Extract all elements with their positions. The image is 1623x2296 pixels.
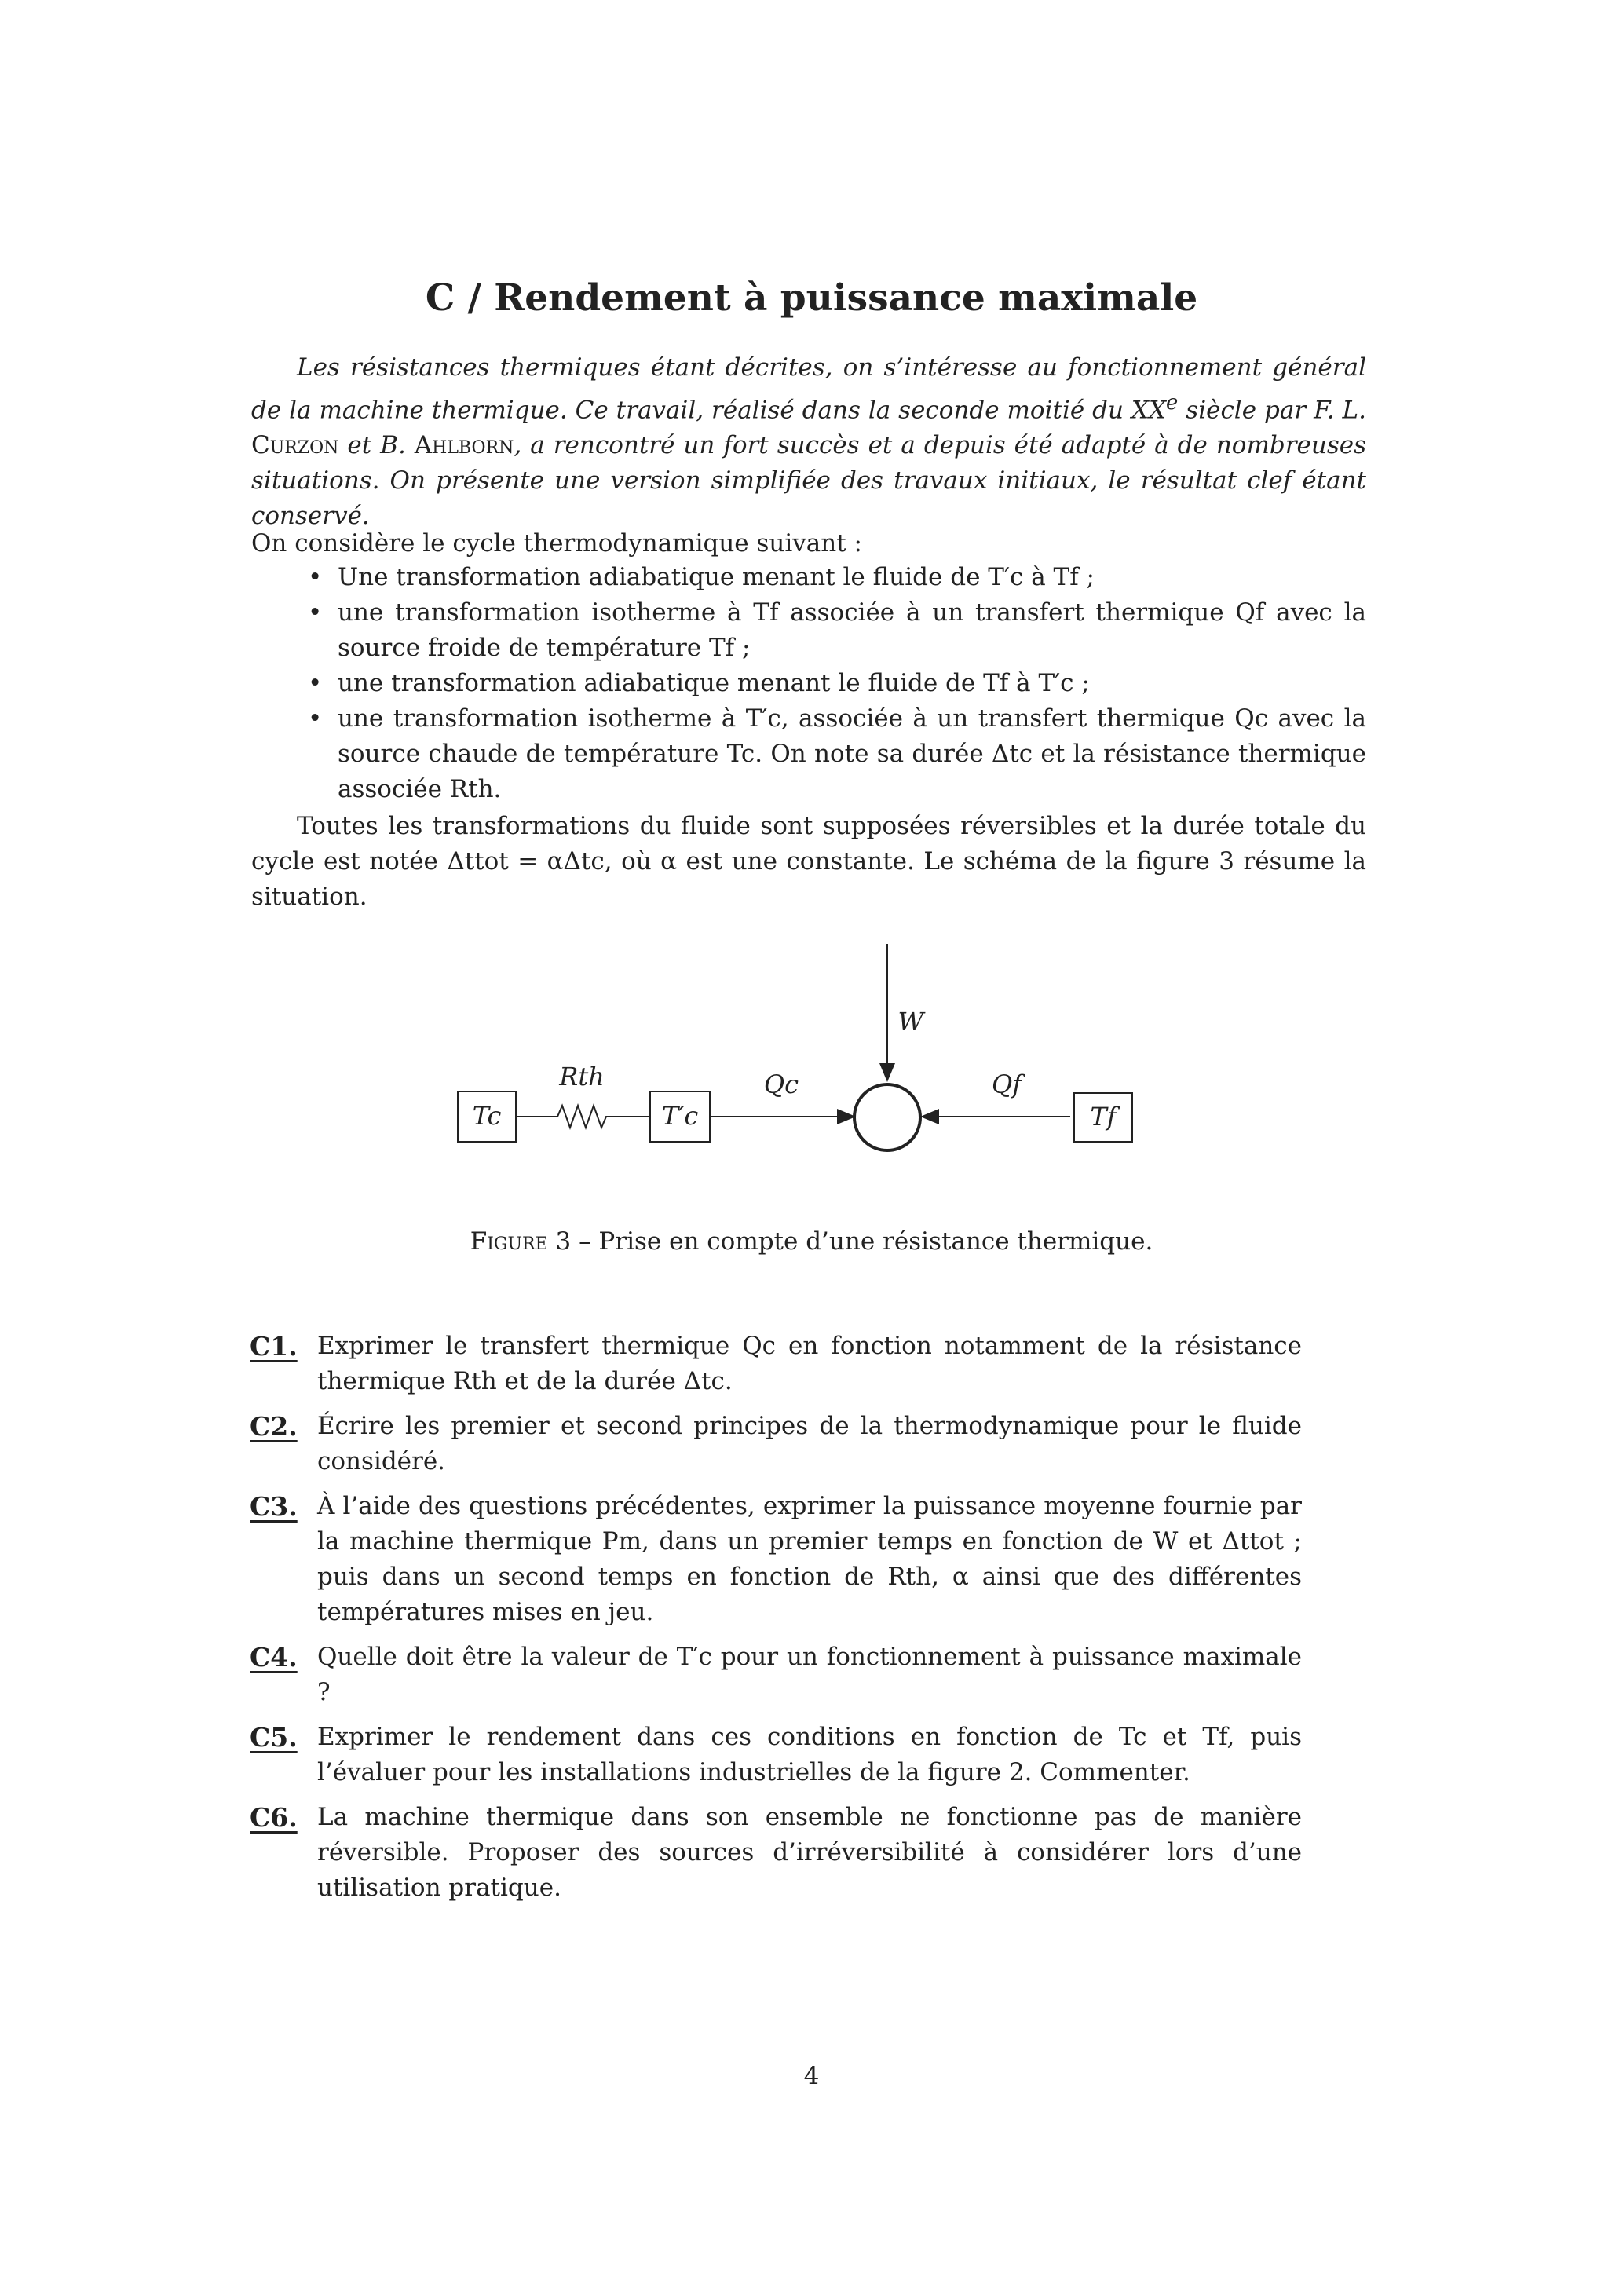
thermal-resistance	[516, 1106, 650, 1128]
work-label: W	[897, 1007, 924, 1036]
intro-text-2: siècle par F. L.	[1178, 396, 1366, 425]
question-text: À l’aide des questions précédentes, exprimer la puissance moyenne fournie par la machine thermique Pm, dans un premier temps en fonction de W et Δttot ; puis dans un second temps en fonction de Rth, α ainsi que des différentes températures mises en jeu.	[317, 1492, 1302, 1626]
figure-3-diagram	[440, 942, 1178, 1178]
engine-circle	[854, 1084, 920, 1150]
bullet-dot: •	[308, 704, 323, 733]
question-text: Exprimer le rendement dans ces conditions en fonction de Tc et Tf, puis l’évaluer pour les installations industrielles de la figure 2. Commenter.	[317, 1723, 1302, 1786]
figure-caption-label: Figure 3	[470, 1227, 572, 1256]
figure-caption-text: – Prise en compte d’une résistance thermique.	[571, 1227, 1153, 1256]
cycle-step	[306, 666, 1366, 701]
questions-list	[250, 1329, 1302, 1915]
question-label: C6.	[250, 1802, 298, 1833]
cycle-steps-list	[306, 560, 1366, 807]
intro-paragraph	[251, 350, 1366, 534]
cold-source-label: Tf	[1090, 1102, 1117, 1132]
question-label: C3.	[250, 1491, 298, 1522]
heat-in-label: Qc	[763, 1069, 799, 1099]
question-label: C5.	[250, 1722, 298, 1753]
page-number: 4	[803, 2062, 820, 2090]
cycle-step-text: une transformation adiabatique menant le fluide de Tf à T′c ;	[338, 669, 1090, 697]
question-item	[250, 1720, 1302, 1790]
question-item	[250, 1489, 1302, 1630]
cycle-step	[306, 560, 1366, 595]
question-label: C4.	[250, 1642, 298, 1673]
intro-text-1: Les résistances thermiques étant décrites, on s’intéresse au fonctionnement général de la machine thermique. Ce travail, réalisé dans la seconde moitié du XX	[251, 353, 1366, 425]
resistance-label: Rth	[559, 1062, 605, 1091]
author-curzon: Curzon	[251, 431, 339, 460]
question-label: C1.	[250, 1331, 298, 1362]
intro-text-3: et B.	[338, 431, 415, 460]
cycle-step-text: Une transformation adiabatique menant le fluide de T′c à Tf ;	[338, 563, 1095, 591]
intro-superscript: e	[1166, 391, 1179, 415]
hot-source-label: Tc	[472, 1101, 502, 1131]
question-item	[250, 1800, 1302, 1906]
question-label: C2.	[250, 1411, 298, 1442]
cycle-step	[306, 595, 1366, 666]
cycle-step-text: une transformation isotherme à Tf associée à un transfert thermique Qf avec la source froide de température Tf ;	[338, 598, 1366, 662]
bullet-dot: •	[308, 669, 323, 697]
cycle-lead: On considère le cycle thermodynamique suivant :	[251, 529, 862, 558]
intermediate-temp-label: T′c	[661, 1101, 699, 1131]
cycle-step-text: une transformation isotherme à T′c, associée à un transfert thermique Qc avec la source chaude de température Tc. On note sa durée Δtc et la résistance thermique associée Rth.	[338, 704, 1366, 803]
section-title: C / Rendement à puissance maximale	[425, 276, 1198, 320]
question-item	[250, 1409, 1302, 1479]
question-text: Exprimer le transfert thermique Qc en fonction notamment de la résistance thermique Rth et de la durée Δtc.	[317, 1332, 1302, 1395]
figure-caption	[0, 1227, 1623, 1256]
question-text: Quelle doit être la valeur de T′c pour un fonctionnement à puissance maximale ?	[317, 1643, 1302, 1706]
bullet-dot: •	[308, 598, 323, 627]
question-item	[250, 1329, 1302, 1399]
question-text: Écrire les premier et second principes de la thermodynamique pour le fluide considéré.	[317, 1412, 1302, 1475]
heat-out-label: Qf	[991, 1069, 1022, 1099]
bullet-dot: •	[308, 563, 323, 591]
question-item	[250, 1640, 1302, 1710]
intro-text-4: , a rencontré un fort succès et a depuis été adapté à de nombreuses situations. On présente une version simplifiée des travaux initiaux, le résultat clef étant conservé.	[251, 431, 1366, 531]
cycle-closing-paragraph: Toutes les transformations du fluide sont supposées réversibles et la durée totale du cycle est notée Δttot = αΔtc, où α est une constante. Le schéma de la figure 3 résume la situation.	[251, 812, 1366, 911]
question-text: La machine thermique dans son ensemble ne fonctionne pas de manière réversible. Proposer des sources d’irréversibilité à considérer lors d’une utilisation pratique.	[317, 1803, 1302, 1902]
author-ahlborn: Ahlborn	[414, 431, 514, 460]
cycle-step	[306, 701, 1366, 807]
